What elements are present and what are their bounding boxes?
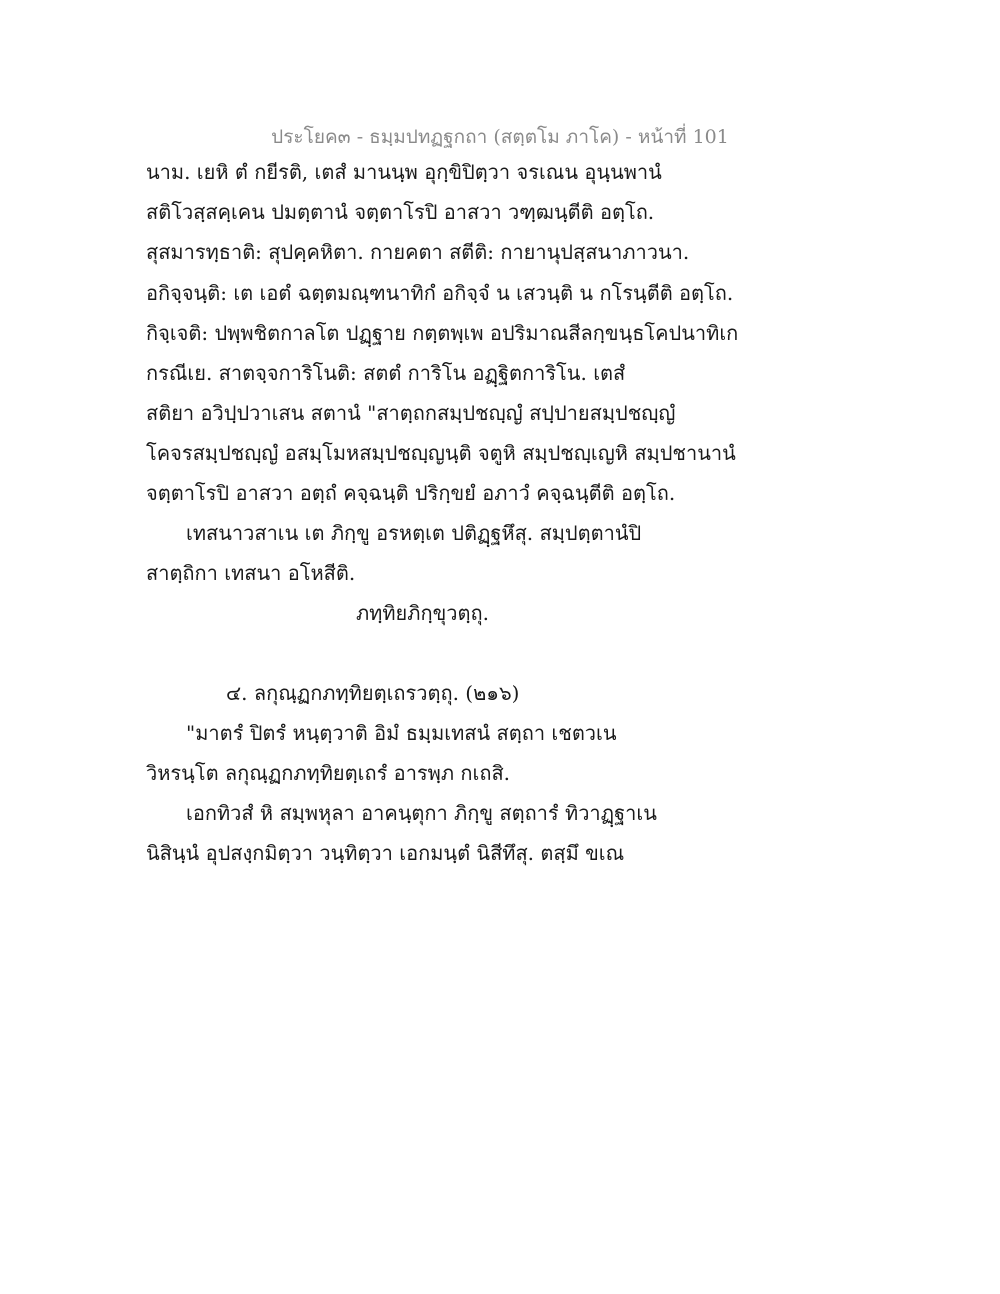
text-line: นิสินฺนํ อุปสงฺกมิตฺวา วนฺทิตฺวา เอกมนฺตํ นิสีทึสุ. ตสฺมึ ขเณ xyxy=(146,841,625,865)
text-line: กรณีเย. สาตจฺจการิโนติ: สตตํ การิโน อฏฺฐิตการิโน. เตสํ xyxy=(146,361,626,385)
text-line: จตฺตาโรปิ อาสวา อตฺถํ คจฺฉนฺติ ปริกฺขยํ อภาวํ คจฺฉนฺตีติ อตฺโถ. xyxy=(146,481,676,505)
text-line: โคจรสมฺปชญฺญํ อสมฺโมหสมฺปชญฺญนฺติ จตูหิ สมฺปชญฺเญหิ สมฺปชานานํ xyxy=(146,441,736,465)
text-line: อกิจฺจนฺติ: เต เอตํ ฉตฺตมณฺฑนาทิกํ อกิจฺจํ น เสวนฺติ น กโรนฺตีติ อตฺโถ. xyxy=(146,281,734,305)
text-line: "มาตรํ ปิตรํ หนฺตฺวาติ อิมํ ธมฺมเทสนํ สตฺถา เชตวเน xyxy=(186,721,617,745)
running-header: ประโยค๓ - ธมฺมปทฏฐกถา (สตฺตโม ภาโค) - หน้าที่ 101 xyxy=(271,126,729,148)
text-line: กิจฺเจติ: ปพฺพชิตกาลโต ปฏฺฐาย กตฺตพฺเพ อปริมาณสีลกฺขนฺธโคปนาทิเก xyxy=(146,321,739,345)
text-line: สติยา อวิปฺปวาเสน สตานํ "สาตฺถกสมฺปชญฺญํ สปฺปายสมฺปชญฺญํ xyxy=(146,401,676,425)
text-line: สติโวสฺสคฺเคน ปมตฺตานํ จตฺตาโรปิ อาสวา วฑฺฒนฺตีติ อตฺโถ. xyxy=(146,200,655,224)
text-line: วิหรนฺโต ลกุณฺฏกภทฺทิยตฺเถรํ อารพฺภ กเถสิ. xyxy=(146,761,511,785)
text-line: สาตฺถิกา เทสนา อโหสีติ. xyxy=(146,561,356,585)
story-closing-title: ภทฺทิยภิกฺขุวตฺถุ. xyxy=(356,601,489,625)
text-line: สุสมารทฺธาติ: สุปคฺคหิตา. กายคตา สตีติ: กายานุปสฺสนาภาวนา. xyxy=(146,240,690,264)
text-line: นาม. เยหิ ตํ กยีรติ, เตสํ มานนฺพ อุกฺขิปิตฺวา จรเณน อุนฺนพานํ xyxy=(146,160,662,184)
text-line: เอกทิวสํ หิ สมฺพหุลา อาคนฺตุกา ภิกฺขู สตฺถารํ ทิวาฏฺฐาเน xyxy=(186,801,657,825)
section-title: ๔. ลกุณฺฏกภทฺทิยตฺเถรวตฺถุ. (๒๑๖) xyxy=(226,681,520,705)
text-line: เทสนาวสาเน เต ภิกฺขู อรหตฺเต ปติฏฺฐหึสุ. สมฺปตฺตานํปิ xyxy=(186,521,642,545)
